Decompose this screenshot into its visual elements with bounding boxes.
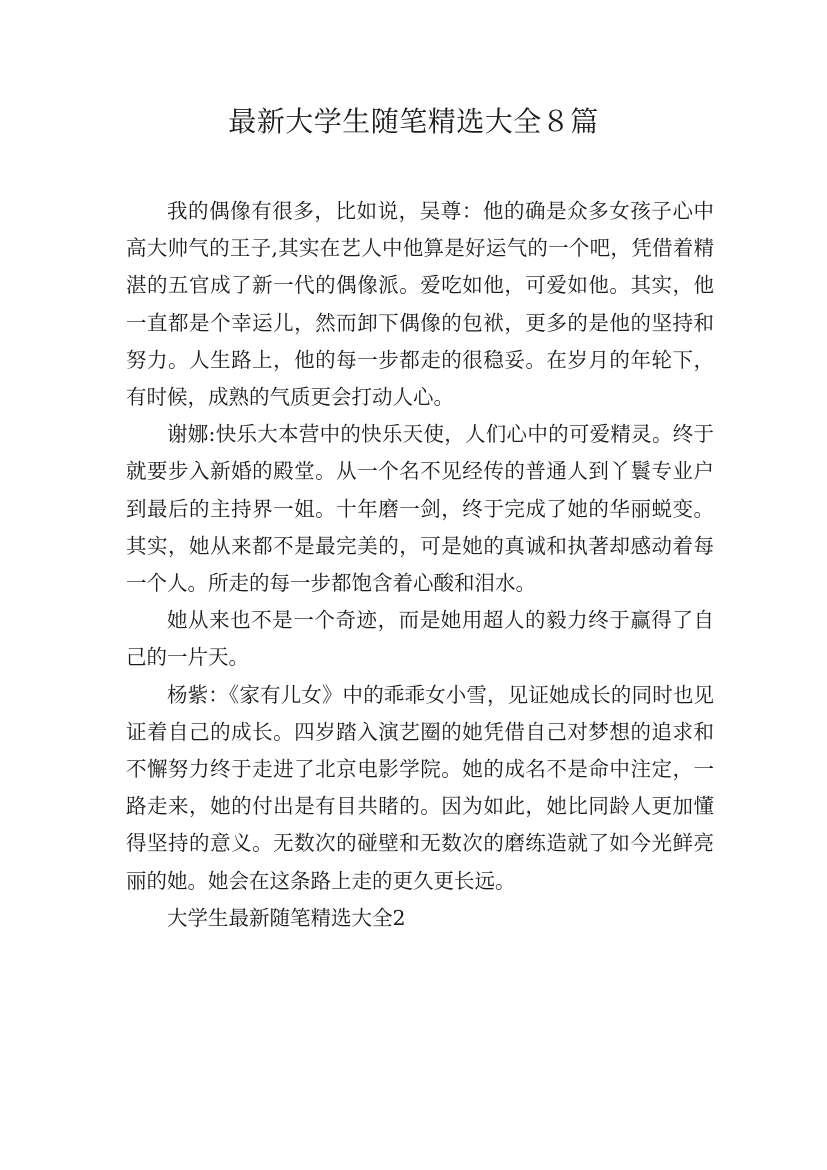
document-body — [126, 193, 714, 937]
document-title: 最新大学生随笔精选大全８篇 — [228, 105, 599, 138]
paragraph-wu-zun: 我的偶像有很多，比如说，吴尊：他的确是众多女孩子心中高大帅气的王子,其实在艺人中他算是好运气的一个吧，凭借着精湛的五官成了新一代的偶像派。爱吃如他，可爱如他。其实，他一直都是个幸运儿，然而卸下偶像的包袱，更多的是他的坚持和努力。人生路上，他的每一步都走的很稳妥。在岁月的年轮下，有时候，成熟的气质更会打动人心。 — [126, 199, 714, 410]
paragraph-miracle: 她从来也不是一个奇迹，而是她用超人的毅力终于赢得了自己的一片天。 — [126, 608, 714, 670]
section-heading-2: 大学生最新随笔精选大全2 — [167, 905, 406, 930]
paragraph-xie-na: 谢娜:快乐大本营中的快乐天使，人们心中的可爱精灵。终于就要步入新婚的殿堂。从一个名不见经传的普通人到丫鬟专业户到最后的主持界一姐。十年磨一剑，终于完成了她的华丽蜕变。其实，她从来都不是最完美的，可是她的真诚和执著却感动着每一个人。所走的每一步都饱含着心酸和泪水。 — [126, 422, 714, 596]
paragraph-yang-zi: 杨紫：《家有儿女》中的乖乖女小雪，见证她成长的同时也见证着自己的成长。四岁踏入演艺圈的她凭借自己对梦想的追求和不懈努力终于走进了北京电影学院。她的成名不是命中注定，一路走来，她的付出是有目共睹的。因为如此，她比同龄人更加懂得坚持的意义。无数次的碰壁和无数次的磨练造就了如今光鲜亮丽的她。她会在这条路上走的更久更长远。 — [126, 682, 714, 893]
